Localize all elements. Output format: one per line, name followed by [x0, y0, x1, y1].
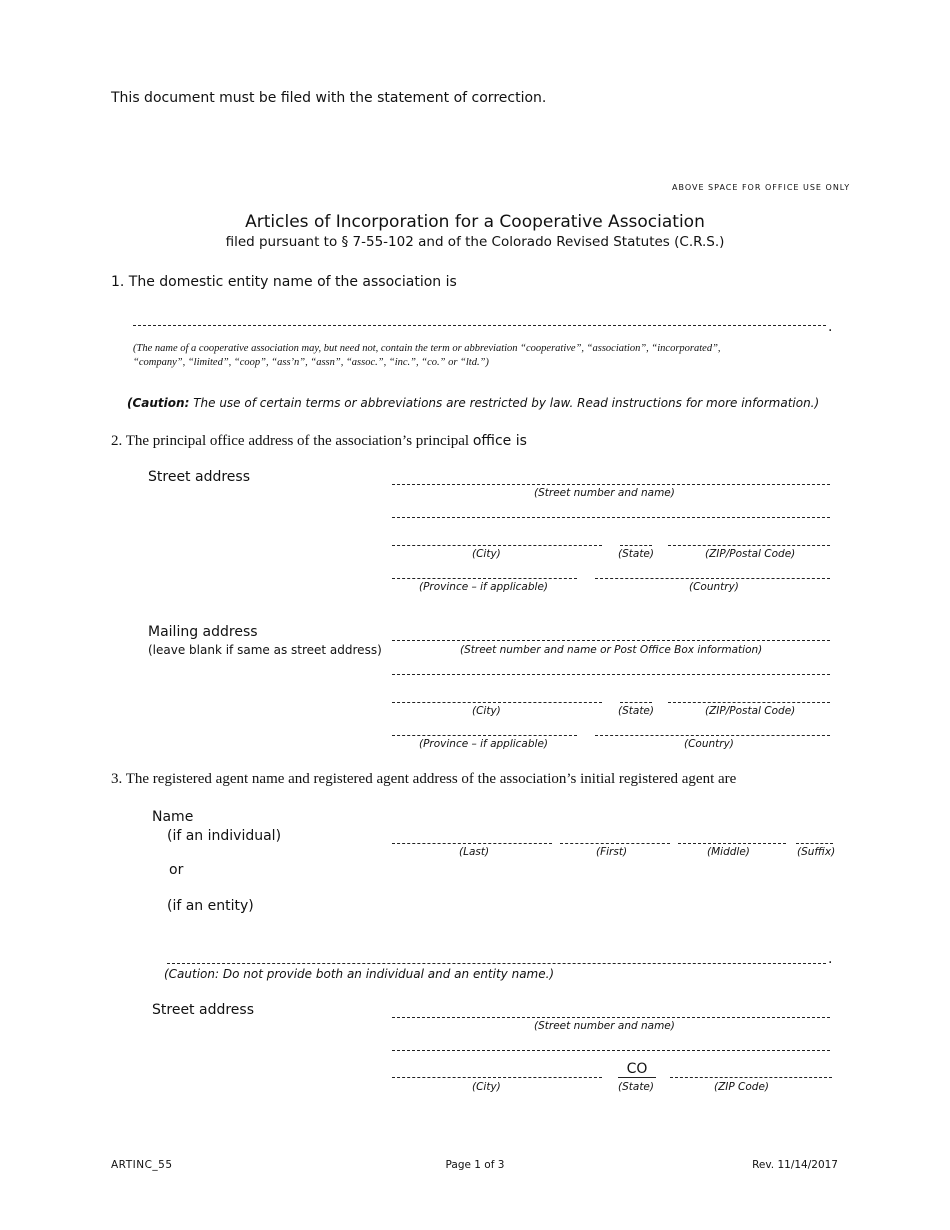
agent-city-caption: (City)	[472, 1081, 501, 1093]
agent-if-individual: (if an individual)	[167, 828, 282, 844]
agent-middle-caption: (Middle)	[707, 846, 750, 858]
form-subtitle: filed pursuant to § 7-55-102 and of the Colorado Revised Statutes (C.R.S.)	[225, 234, 725, 250]
principal-country-field[interactable]	[595, 578, 830, 579]
agent-entity-name-field[interactable]	[167, 963, 826, 964]
agent-zip-caption: (ZIP Code)	[714, 1081, 770, 1093]
section2-label	[111, 431, 527, 450]
agent-last-name-field[interactable]	[392, 843, 552, 844]
agent-state-caption: (State)	[618, 1081, 654, 1093]
principal-street-field[interactable]	[392, 484, 830, 485]
entity-name-field[interactable]	[133, 325, 826, 326]
mailing-sublabel: (leave blank if same as street address)	[148, 643, 382, 657]
agent-if-entity: (if an entity)	[167, 898, 254, 914]
agent-first-caption: (First)	[596, 846, 628, 858]
footer-page-number: Page 1 of 3	[445, 1159, 505, 1171]
agent-last-caption: (Last)	[459, 846, 490, 858]
principal-zip-caption: (ZIP/Postal Code)	[705, 548, 796, 560]
principal-country-caption: (Country)	[689, 581, 739, 593]
principal-city-field[interactable]	[392, 545, 602, 546]
name-note-line1: (The name of a cooperative association may, but need not, contain the term or abbreviation “cooperative”, “association”, “incorporated”,	[133, 343, 721, 354]
mailing-province-field[interactable]	[392, 735, 577, 736]
mailing-state-field[interactable]	[620, 702, 652, 703]
mailing-street-caption: (Street number and name or Post Office Box information)	[460, 644, 763, 656]
agent-name-label: Name	[152, 809, 194, 825]
section3-label: 3. The registered agent name and registered agent address of the association’s initial registered agent are	[111, 771, 737, 787]
mailing-country-caption: (Country)	[684, 738, 734, 750]
mailing-label: Mailing address	[148, 624, 258, 640]
agent-or: or	[169, 862, 184, 878]
principal-zip-field[interactable]	[668, 545, 830, 546]
form-title: Articles of Incorporation for a Cooperative Association	[245, 212, 705, 232]
agent-suffix-field[interactable]	[796, 843, 833, 844]
agent-zip-field[interactable]	[670, 1077, 832, 1078]
mailing-street-field-2[interactable]	[392, 674, 830, 675]
footer-form-id: ARTINC_55	[111, 1159, 173, 1171]
caution-text: The use of certain terms or abbreviations are restricted by law. Read instructions for more information.)	[189, 396, 820, 410]
section1-caution	[127, 396, 819, 410]
section1-label: 1. The domestic entity name of the association is	[111, 274, 457, 290]
principal-province-field[interactable]	[392, 578, 577, 579]
section2-label-serif: 2. The principal office address of the association’s principal	[111, 433, 473, 449]
caution-bold: (Caution:	[127, 396, 190, 410]
mailing-city-field[interactable]	[392, 702, 602, 703]
agent-caution: (Caution: Do not provide both an individual and an entity name.)	[164, 967, 555, 981]
footer-revision: Rev. 11/14/2017	[752, 1159, 838, 1171]
agent-city-field[interactable]	[392, 1077, 602, 1078]
principal-state-caption: (State)	[618, 548, 654, 560]
agent-street-field-2[interactable]	[392, 1050, 830, 1051]
principal-street-caption: (Street number and name)	[534, 487, 675, 499]
mailing-zip-caption: (ZIP/Postal Code)	[705, 705, 796, 717]
principal-province-caption: (Province – if applicable)	[419, 581, 549, 593]
entity-name-period: .	[828, 319, 833, 335]
agent-first-name-field[interactable]	[560, 843, 670, 844]
section2-label-sans: office is	[472, 433, 527, 449]
principal-street-label: Street address	[148, 469, 250, 485]
mailing-city-caption: (City)	[472, 705, 501, 717]
name-note-line2: “company”, “limited”, “coop”, “ass’n”, “assn”, “assoc.”, “inc.”, “co.” or “ltd.”)	[133, 357, 489, 368]
filing-notice: This document must be filed with the statement of correction.	[111, 90, 547, 106]
agent-street-caption: (Street number and name)	[534, 1020, 675, 1032]
mailing-state-caption: (State)	[618, 705, 654, 717]
mailing-province-caption: (Province – if applicable)	[419, 738, 549, 750]
mailing-country-field[interactable]	[595, 735, 830, 736]
principal-city-caption: (City)	[472, 548, 501, 560]
principal-street-field-2[interactable]	[392, 517, 830, 518]
mailing-street-field[interactable]	[392, 640, 830, 641]
office-use-label: ABOVE SPACE FOR OFFICE USE ONLY	[672, 183, 851, 192]
agent-entity-period: .	[828, 951, 833, 967]
agent-street-label: Street address	[152, 1002, 254, 1018]
principal-state-field[interactable]	[620, 545, 652, 546]
agent-state-value[interactable]: CO	[618, 1061, 656, 1078]
agent-suffix-caption: (Suffix)	[797, 846, 836, 858]
mailing-zip-field[interactable]	[668, 702, 830, 703]
agent-street-field[interactable]	[392, 1017, 830, 1018]
agent-middle-name-field[interactable]	[678, 843, 786, 844]
